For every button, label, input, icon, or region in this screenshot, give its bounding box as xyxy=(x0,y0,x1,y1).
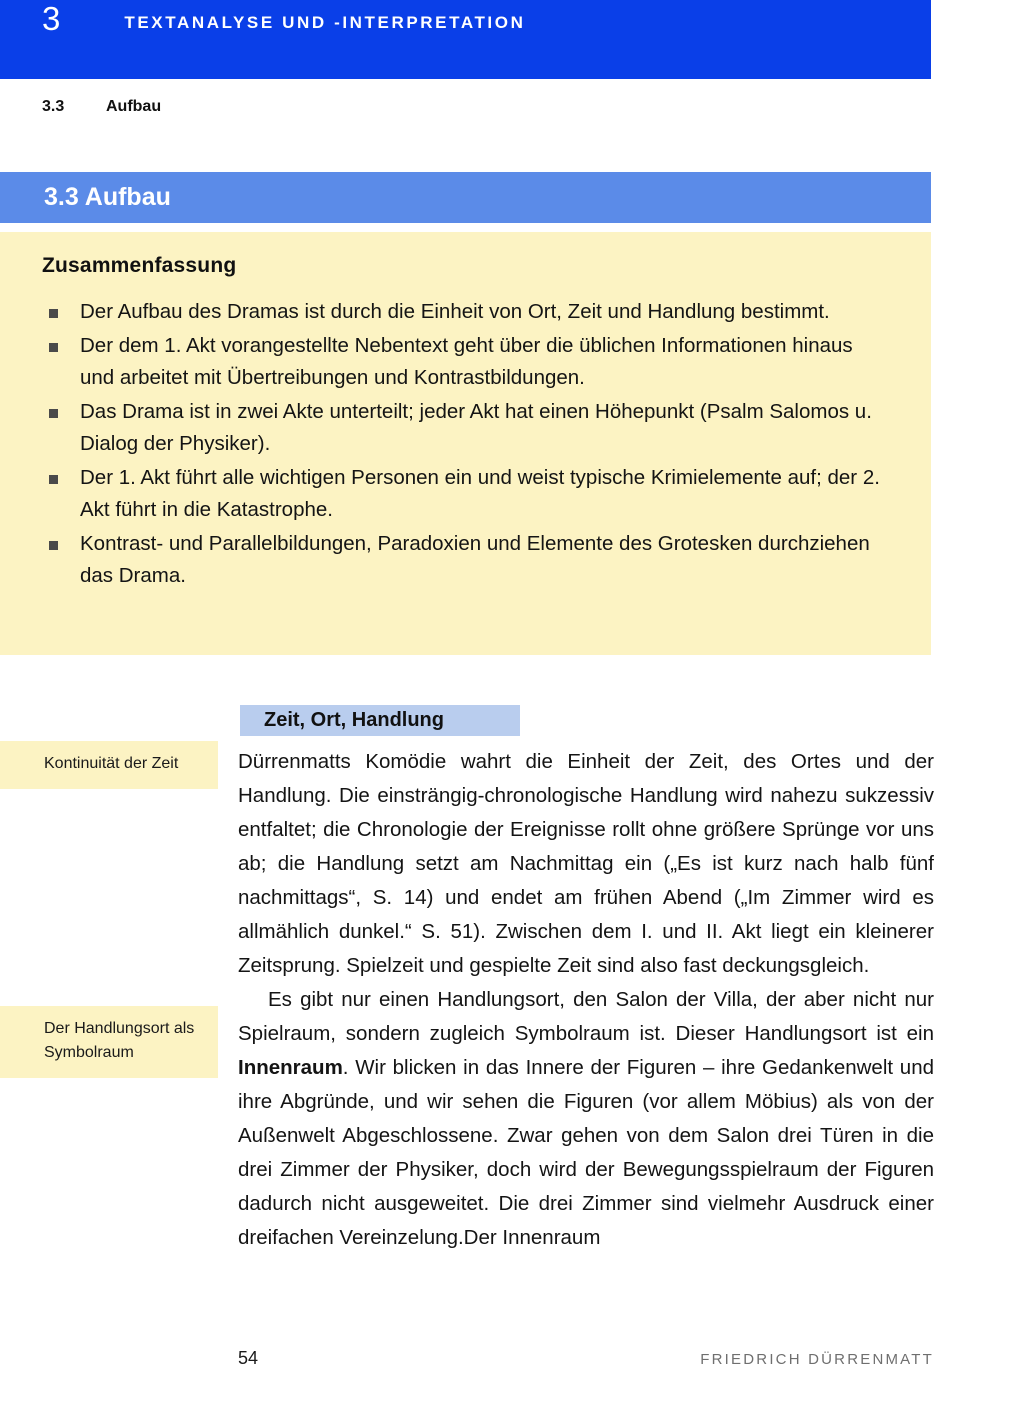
square-bullet-icon xyxy=(49,475,58,484)
section-heading-bar xyxy=(0,172,931,223)
summary-item-text: Kontrast- und Parallelbildungen, Paradoxien und Elemente des Grotesken durchziehen das Drama. xyxy=(80,532,870,587)
chapter-title: TEXTANALYSE UND -INTERPRETATION xyxy=(124,13,526,32)
breadcrumb xyxy=(42,98,161,116)
body-text-column xyxy=(238,745,934,1255)
summary-list-item xyxy=(42,330,883,394)
square-bullet-icon xyxy=(49,309,58,318)
summary-item-text: Der 1. Akt führt alle wichtigen Personen ein und weist typische Krimielemente auf; der 2. Akt führt in die Katastrophe. xyxy=(80,466,880,521)
summary-item-text: Der Aufbau des Dramas ist durch die Einheit von Ort, Zeit und Handlung bestimmt. xyxy=(80,300,830,323)
summary-list-item xyxy=(42,296,883,328)
body-paragraph-2-rest: . Wir blicken in das Innere der Figuren – ihre Gedankenwelt und ihre Abgründe, und wir sehen die Figuren (vor allem Möbius) als von der Außenwelt Abgeschlossene. Zwar gehen von dem Salon drei Türen in die drei Zimmer der Physiker, doch wird der Bewegungsspielraum der Figuren dadurch nicht ausgeweitet. Die drei Zimmer sind vielmehr Ausdruck einer dreifachen Vereinzelung.Der Innenraum xyxy=(238,1056,934,1249)
footer-book-title: FRIEDRICH DÜRRENMATT xyxy=(700,1351,934,1368)
chapter-number: 3 xyxy=(42,0,61,37)
subsection-band-label: Zeit, Ort, Handlung xyxy=(264,709,444,731)
body-paragraph-1: Dürrenmatts Komödie wahrt die Einheit der Zeit, des Ortes und der Handlung. Die einsträngig-chronologische Handlung wird nahezu sukzessiv entfaltet; die Chronologie der Ereignisse rollt ohne größere Sprünge vor uns ab; die Handlung setzt am Nachmittag ein („Es ist kurz nach halb fünf nachmittags“, S. 14) und endet am frühen Abend („Im Zimmer wird es allmählich dunkel.“ S. 51). Zwischen dem I. und II. Akt liegt ein kleinerer Zeitsprung. Spielzeit und gespielte Zeit sind also fast deckungsgleich. xyxy=(238,750,934,977)
summary-list xyxy=(42,296,883,592)
body-emphasis-innenraum: Innenraum xyxy=(238,1056,343,1079)
chapter-header-content xyxy=(0,0,931,79)
page-number: 54 xyxy=(238,1348,259,1368)
page-footer xyxy=(238,1348,934,1369)
summary-list-item xyxy=(42,528,883,592)
summary-title: Zusammenfassung xyxy=(42,254,237,277)
summary-list-item xyxy=(42,462,883,526)
summary-list-item xyxy=(42,396,883,460)
summary-item-text: Der dem 1. Akt vorangestellte Nebentext geht über die üblichen Informationen hinaus und arbeitet mit Übertreibungen und Kontrastbildungen. xyxy=(80,334,853,389)
summary-box xyxy=(0,232,931,655)
body-paragraph-2-lead: Es gibt nur einen Handlungsort, den Salon der Villa, der aber nicht nur Spielraum, sondern zugleich Symbolraum ist. Dieser Handlungsort ist ein xyxy=(238,988,934,1045)
square-bullet-icon xyxy=(49,409,58,418)
subsection-band xyxy=(240,705,520,736)
summary-item-text: Das Drama ist in zwei Akte unterteilt; jeder Akt hat einen Höhepunkt (Psalm Salomos u. Dialog der Physiker). xyxy=(80,400,872,455)
margin-note-handlungsort-als-symbolraum: Der Handlungsort als Symbolraum xyxy=(0,1006,218,1078)
body-paragraph-2 xyxy=(238,983,934,1255)
breadcrumb-label: Aufbau xyxy=(106,98,162,115)
square-bullet-icon xyxy=(49,343,58,352)
chapter-header-bar xyxy=(0,0,931,79)
breadcrumb-number: 3.3 xyxy=(42,98,65,115)
margin-note-kontinuitaet-der-zeit: Kontinuität der Zeit xyxy=(0,741,218,789)
section-heading-text: 3.3 Aufbau xyxy=(44,183,171,211)
square-bullet-icon xyxy=(49,541,58,550)
